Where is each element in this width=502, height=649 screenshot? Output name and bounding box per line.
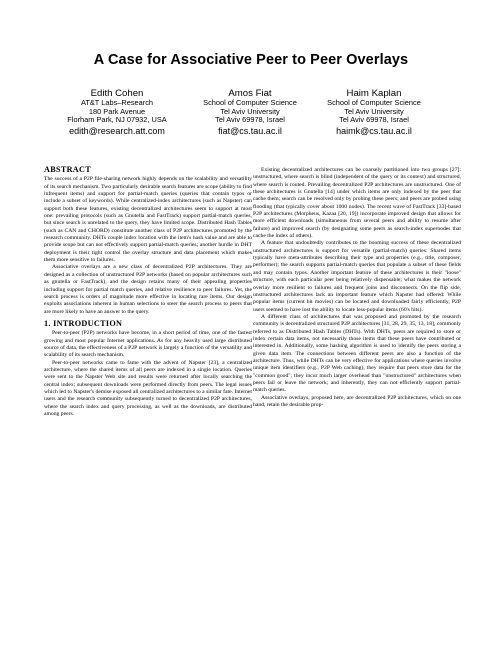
author-affiliation-line: Tel Aviv University [344,106,404,116]
author-email: haimk@cs.tau.ac.il [336,125,412,136]
author-affiliation-line: Florham Park, NJ 07932, USA [67,115,167,125]
author-block-3 [312,88,436,137]
intro-paragraph: Peer-to-peer networks came to fame with the advent of Napster [23], a centralized architecture, where the shared items of all peers are indexed in a single location. Queries were sent to the Napster Web site and results were returned after locally searching the central index; subsequent downloads were performed directly from peers. The legal issues which led to Napster's demise exposed all centralized architectures to a similar fate. Internet users and the research community subsequently turned to decentralized P2P architectures, where the search index and query processing, as well as the downloads, are distributed among peers. [44,359,252,417]
paper-title: A Case for Associative Peer to Peer Overlays [93,52,409,68]
author-affiliation-line: School of Computer Science [203,98,297,107]
body-paragraph: A feature that undoubtedly contributes to the booming success of these decentralized unstructured architectures is support for versatile (partial-match) queries: Shared items typically have meta-attributes describing their type and properties (e.g., title, composer, performer); the search supports partial-match queries that populate a subset of these fields and may contain typos. Another important feature of these architectures is their "loose" structure, with each particular peer being relatively dispensable; what makes the network overlay more resilient to failures and frequent joins and disconnects. On the flip side, unstructured architectures lack an important feature which Napster had offered: While popular items (current hit movies) can be located and downloaded fairly efficiently, P2P users seemed to have lost the ability to locate less-popular items (60's hits). [253,240,461,313]
introduction-heading: 1. INTRODUCTION [44,318,123,328]
author-email: fiat@cs.tau.ac.il [218,125,282,136]
author-name: Amos Fiat [228,88,272,99]
body-paragraph: A different class of architectures that was proposed and promoted by the research community is decentralized structured P2P architectures [31, 28, 29, 35, 13, 18], commonly referred to as Distributed Hash Tables (DHTs). With DHTs, peers are required to store or index certain data items, not necessarily those items that these peers have contributed or interested in. Additionally, some hashing algorithm is used to identify the peers storing a given data item. The connections between different peers are also a function of the architecture. Thus, while DHTs can be very effective for applications where queries involve unique item identifiers (e.g., P2P Web caching), they require that peers store data for the "common good"; they incur much larger overhead than "unstructured" architectures when peers fail or leave the network; and inherently, they can not efficiently support partial-match queries. [253,313,461,394]
left-column [44,166,252,418]
author-affiliation-line: Tel Aviv 69978, Israel [215,115,285,125]
right-column [253,167,461,409]
body-paragraph: Associative overlays, proposed here, are decentralized P2P architectures, which on one hand, retain the desirable prop- [253,394,461,408]
intro-paragraph: Peer-to-peer (P2P) networks have become, in a short period of time, one of the fastest growing and most popular Internet applications. As for any heavily used large distributed source of data, the effectiveness of a P2P network is largely a function of the versatility and scalability of its search mechanism. [44,330,252,359]
body-paragraph: Existing decentralized architectures can be coarsely partitioned into two groups [27]: unstructured, where search is blind (independent of the query or its context) and structured, where search is routed. Prevailing decentralized P2P architectures are unstructured. One of these architectures is Gnutella [14] under which items are only indexed by the peer that cache them; search can be resolved only by probing these peers; and peers are probed using flooding (that typically cover about 1000 nodes). The recent wave of FastTrack [33]-based P2P architectures (Morpheus, Kazaa [20, 19]) incorporate improved design that allows for more efficient downloads (simultaneous from several peers and ability to resume after failure) and improved search (by designating some peers as search-index supernodes that cache the index of others). [253,167,461,240]
author-affiliation-line: School of Computer Science [327,98,421,107]
author-block-1 [47,88,187,137]
abstract-heading: ABSTRACT [44,165,91,174]
author-email: edith@research.att.com [69,125,165,136]
author-name: Haim Kaplan [346,88,402,99]
abstract-paragraph: The success of a P2P file-sharing network highly depends on the scalability and versatility of its search mechanism. Two particularly desirable search features are scope (ability to find infrequent items) and support for partial-match queries (queries that contain typos or include a subset of keywords). While centralized-index architectures (such as Napster) can support both these features, existing decentralized architectures seem to support at most one: prevailing protocols (such as Gnutella and FastTrack) support partial-match queries, but since search is unrelated to the query, they have limited scope. Distributed Hash Tables (such as CAN and CHORD) constitute another class of P2P architectures promoted by the research community. DHTs couple index location with the item's hash value and are able to provide scope but can not effectively support partial-match queries; another hurdle in DHT deployment is their tight control the overlay structure and data placement which makes them more sensitive to failures. [44,176,252,264]
author-affiliation-line: AT&T Labs–Research [80,98,154,107]
author-affiliation-line: 180 Park Avenue [88,106,146,116]
abstract-paragraph: Associative overlays are a new class of decentralized P2P architectures. They are designed as a collection of unstructured P2P networks (based on popular architectures such as gnutella or FastTrack), and the design retains many of their appealing properties including support for partial match queries, and relative resilience to peer failures. Yet, the search process is orders of magnitude more effective in locating rare items. Our design exploits associations inherent in human selections to steer the search process to peers that are more likely to have an answer to the query. [44,264,252,315]
author-block-2 [188,88,312,137]
author-affiliation-line: Tel Aviv 69978, Israel [339,115,409,125]
author-affiliation-line: Tel Aviv University [220,106,280,116]
author-name: Edith Cohen [90,88,144,99]
